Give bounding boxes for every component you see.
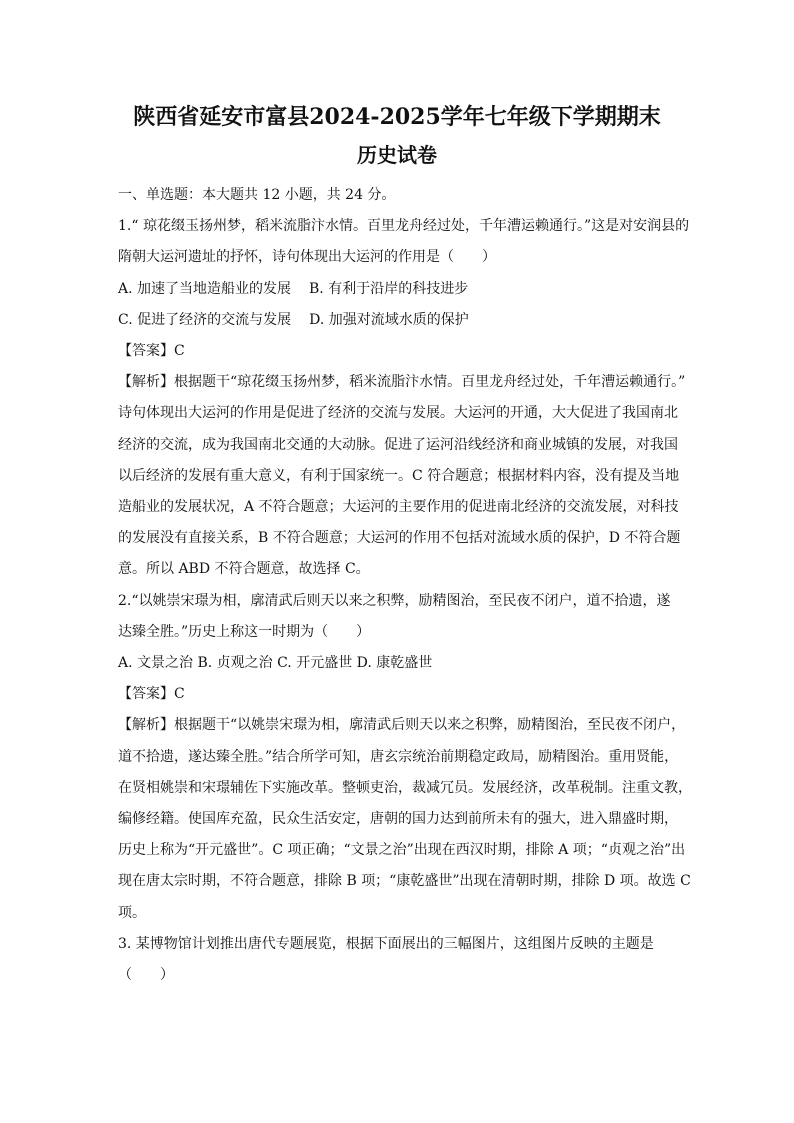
question-1-options-row	[118, 274, 676, 305]
question-1-stem-line: 1.“ 琼花缀玉扬州梦，稻米流脂汴水情。百里龙舟经过处，千年漕运赖通行。”这是对安润县的	[118, 218, 690, 235]
question-1	[118, 211, 690, 585]
section-heading: 一、单选题：本大题共 12 小题，共 24 分。	[118, 187, 396, 203]
question-1-analysis-line: 的发展没有直接关系，B 不符合题意；大运河的作用不包括对流域水质的保护，D 不符合题	[118, 530, 681, 547]
question-1-analysis-line: 以后经济的发展有重大意义，有利于国家统一。C 符合题意；根据材料内容，没有提及当地	[118, 467, 680, 484]
question-1-answer: 【答案】C	[118, 343, 185, 360]
question-1-analysis-line: 造船业的发展状况，A 不符合题意；大运河的主要作用的促进南北经济的交流发展，对科技	[118, 499, 679, 516]
question-2-analysis-line: 在贤相姚崇和宋璟辅佐下实施改革。整顿吏治，裁减冗员。发展经济，改革税制。注重文教，	[118, 779, 692, 796]
question-3	[118, 929, 676, 991]
question-2-options: A. 文景之治 B. 贞观之治 C. 开元盛世 D. 康乾盛世	[118, 655, 433, 672]
question-2-analysis-line: 【解析】根据题干“以姚崇宋璟为相，廓清武后则天以来之积弊，励精图治，至民夜不闭户，	[118, 717, 686, 734]
question-1-option-c: C. 促进了经济的交流与发展	[118, 311, 292, 328]
exam-title: 陕西省延安市富县2024-2025学年七年级下学期期末	[133, 104, 661, 130]
question-3-stem-line: （ ）	[118, 967, 174, 984]
question-1-analysis-line: 经济的交流，成为我国南北交通的大动脉。促进了运河沿线经济和商业城镇的发展，对我国	[118, 436, 678, 453]
question-2-analysis-line: 现在唐太宗时期，不符合题意，排除 B 项；“康乾盛世”出现在清朝时期，排除 D 项。故选 C	[118, 873, 691, 890]
question-2	[118, 586, 692, 929]
question-2-stem-line: 达臻全胜。”历史上称这一时期为（ ）	[118, 623, 371, 640]
question-1-analysis-line: 诗句体现出大运河的作用是促进了经济的交流与发展。大运河的开通，大大促进了我国南北	[118, 405, 678, 422]
question-2-analysis-line: 历史上称为“开元盛世”。C 项正确；“文景之治”出现在西汉时期，排除 A 项；“贞观之治”出	[118, 842, 686, 859]
question-2-stem-line: 2.“以姚崇宋璟为相，廓清武后则天以来之积弊，励精图治，至民夜不闭户，道不拾遗，遂	[118, 592, 671, 609]
question-1-analysis-line: 【解析】根据题干“琼花缀玉扬州梦，稻米流脂汴水情。百里龙舟经过处，千年漕运赖通行。”	[118, 374, 686, 391]
question-1-stem-line: 隋朝大运河遗址的抒怀，诗句体现出大运河的作用是（ ）	[118, 249, 496, 266]
question-1-analysis-line: 意。所以 ABD 不符合题意，故选择 C。	[118, 561, 370, 578]
question-2-analysis-line: 编修经籍。使国库充盈，民众生活安定，唐朝的国力达到前所未有的强大，进入鼎盛时期，	[118, 811, 678, 828]
question-2-analysis-line: 项。	[118, 904, 146, 921]
question-1-options-row	[118, 305, 676, 336]
question-2-answer: 【答案】C	[118, 686, 185, 703]
question-1-option-a: A. 加速了当地造船业的发展	[118, 280, 292, 297]
question-3-stem-line: 3. 某博物馆计划推出唐代专题展览，根据下面展出的三幅图片，这组图片反映的主题是	[118, 935, 654, 952]
exam-subtitle: 历史试卷	[357, 143, 437, 167]
question-1-option-d: D. 加强对流域水质的保护	[309, 311, 469, 328]
question-1-option-b: B. 有利于沿岸的科技进步	[309, 280, 469, 297]
question-2-analysis-line: 道不拾遗，遂达臻全胜。”结合所学可知，唐玄宗统治前期稳定政局，励精图治。重用贤能，	[118, 748, 679, 765]
